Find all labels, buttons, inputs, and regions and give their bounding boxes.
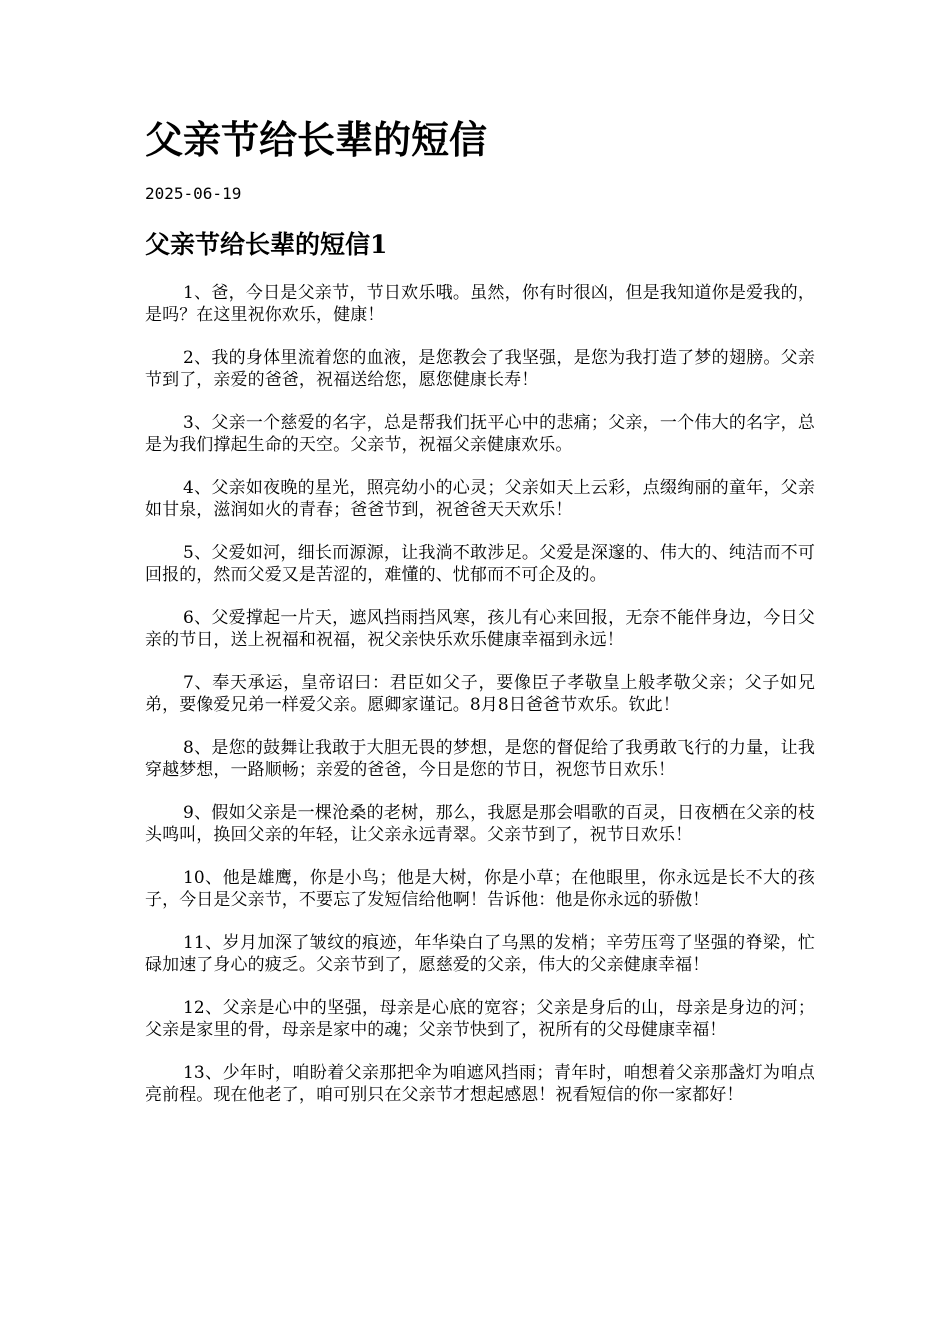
message-item-7: 7、奉天承运，皇帝诏曰：君臣如父子，要像臣子孝敬皇上般孝敬父亲；父子如兄弟，要像爱兄弟一样爱父亲。愿卿家谨记。8月8日爸爸节欢乐。钦此！ [145,673,815,715]
message-item-13: 13、少年时，咱盼着父亲那把伞为咱遮风挡雨；青年时，咱想着父亲那盏灯为咱点亮前程。现在他老了，咱可别只在父亲节才想起感恩！祝看短信的你一家都好！ [145,1063,815,1105]
message-item-1: 1、爸，今日是父亲节，节日欢乐哦。虽然，你有时很凶，但是我知道你是爱我的，是吗？在这里祝你欢乐，健康！ [145,283,815,325]
message-item-2: 2、我的身体里流着您的血液，是您教会了我坚强，是您为我打造了梦的翅膀。父亲节到了，亲爱的爸爸，祝福送给您，愿您健康长寿！ [145,348,815,390]
page-title: 父亲节给长辈的短信 [145,117,488,162]
message-item-4: 4、父亲如夜晚的星光，照亮幼小的心灵；父亲如天上云彩，点缀绚丽的童年，父亲如甘泉，滋润如火的青春；爸爸节到，祝爸爸天天欢乐！ [145,478,815,520]
section-title: 父亲节给长辈的短信1 [145,230,388,259]
message-item-9: 9、假如父亲是一棵沧桑的老树，那么，我愿是那会唱歌的百灵，日夜栖在父亲的枝头鸣叫，换回父亲的年轻，让父亲永远青翠。父亲节到了，祝节日欢乐！ [145,803,815,845]
message-list [145,282,815,1127]
message-item-10: 10、他是雄鹰，你是小鸟；他是大树，你是小草；在他眼里，你永远是长不大的孩子，今日是父亲节，不要忘了发短信给他啊！告诉他：他是你永远的骄傲！ [145,868,815,910]
publish-date: 2025-06-19 [145,184,242,203]
message-item-8: 8、是您的鼓舞让我敢于大胆无畏的梦想，是您的督促给了我勇敢飞行的力量，让我穿越梦想，一路顺畅；亲爱的爸爸，今日是您的节日，祝您节日欢乐！ [145,738,815,780]
message-item-12: 12、父亲是心中的坚强，母亲是心底的宽容；父亲是身后的山，母亲是身边的河；父亲是家里的骨，母亲是家中的魂；父亲节快到了，祝所有的父母健康幸福！ [145,998,815,1040]
message-item-5: 5、父爱如河，细长而源源，让我淌不敢涉足。父爱是深邃的、伟大的、纯洁而不可回报的，然而父爱又是苦涩的，难懂的、忧郁而不可企及的。 [145,543,815,585]
message-item-3: 3、父亲一个慈爱的名字，总是帮我们抚平心中的悲痛；父亲，一个伟大的名字，总是为我们撑起生命的天空。父亲节，祝福父亲健康欢乐。 [145,413,815,455]
message-item-6: 6、父爱撑起一片天，遮风挡雨挡风寒，孩儿有心来回报，无奈不能伴身边，今日父亲的节日，送上祝福和祝福，祝父亲快乐欢乐健康幸福到永远！ [145,608,815,650]
message-item-11: 11、岁月加深了皱纹的痕迹，年华染白了乌黑的发梢；辛劳压弯了坚强的脊梁，忙碌加速了身心的疲乏。父亲节到了，愿慈爱的父亲，伟大的父亲健康幸福！ [145,933,815,975]
